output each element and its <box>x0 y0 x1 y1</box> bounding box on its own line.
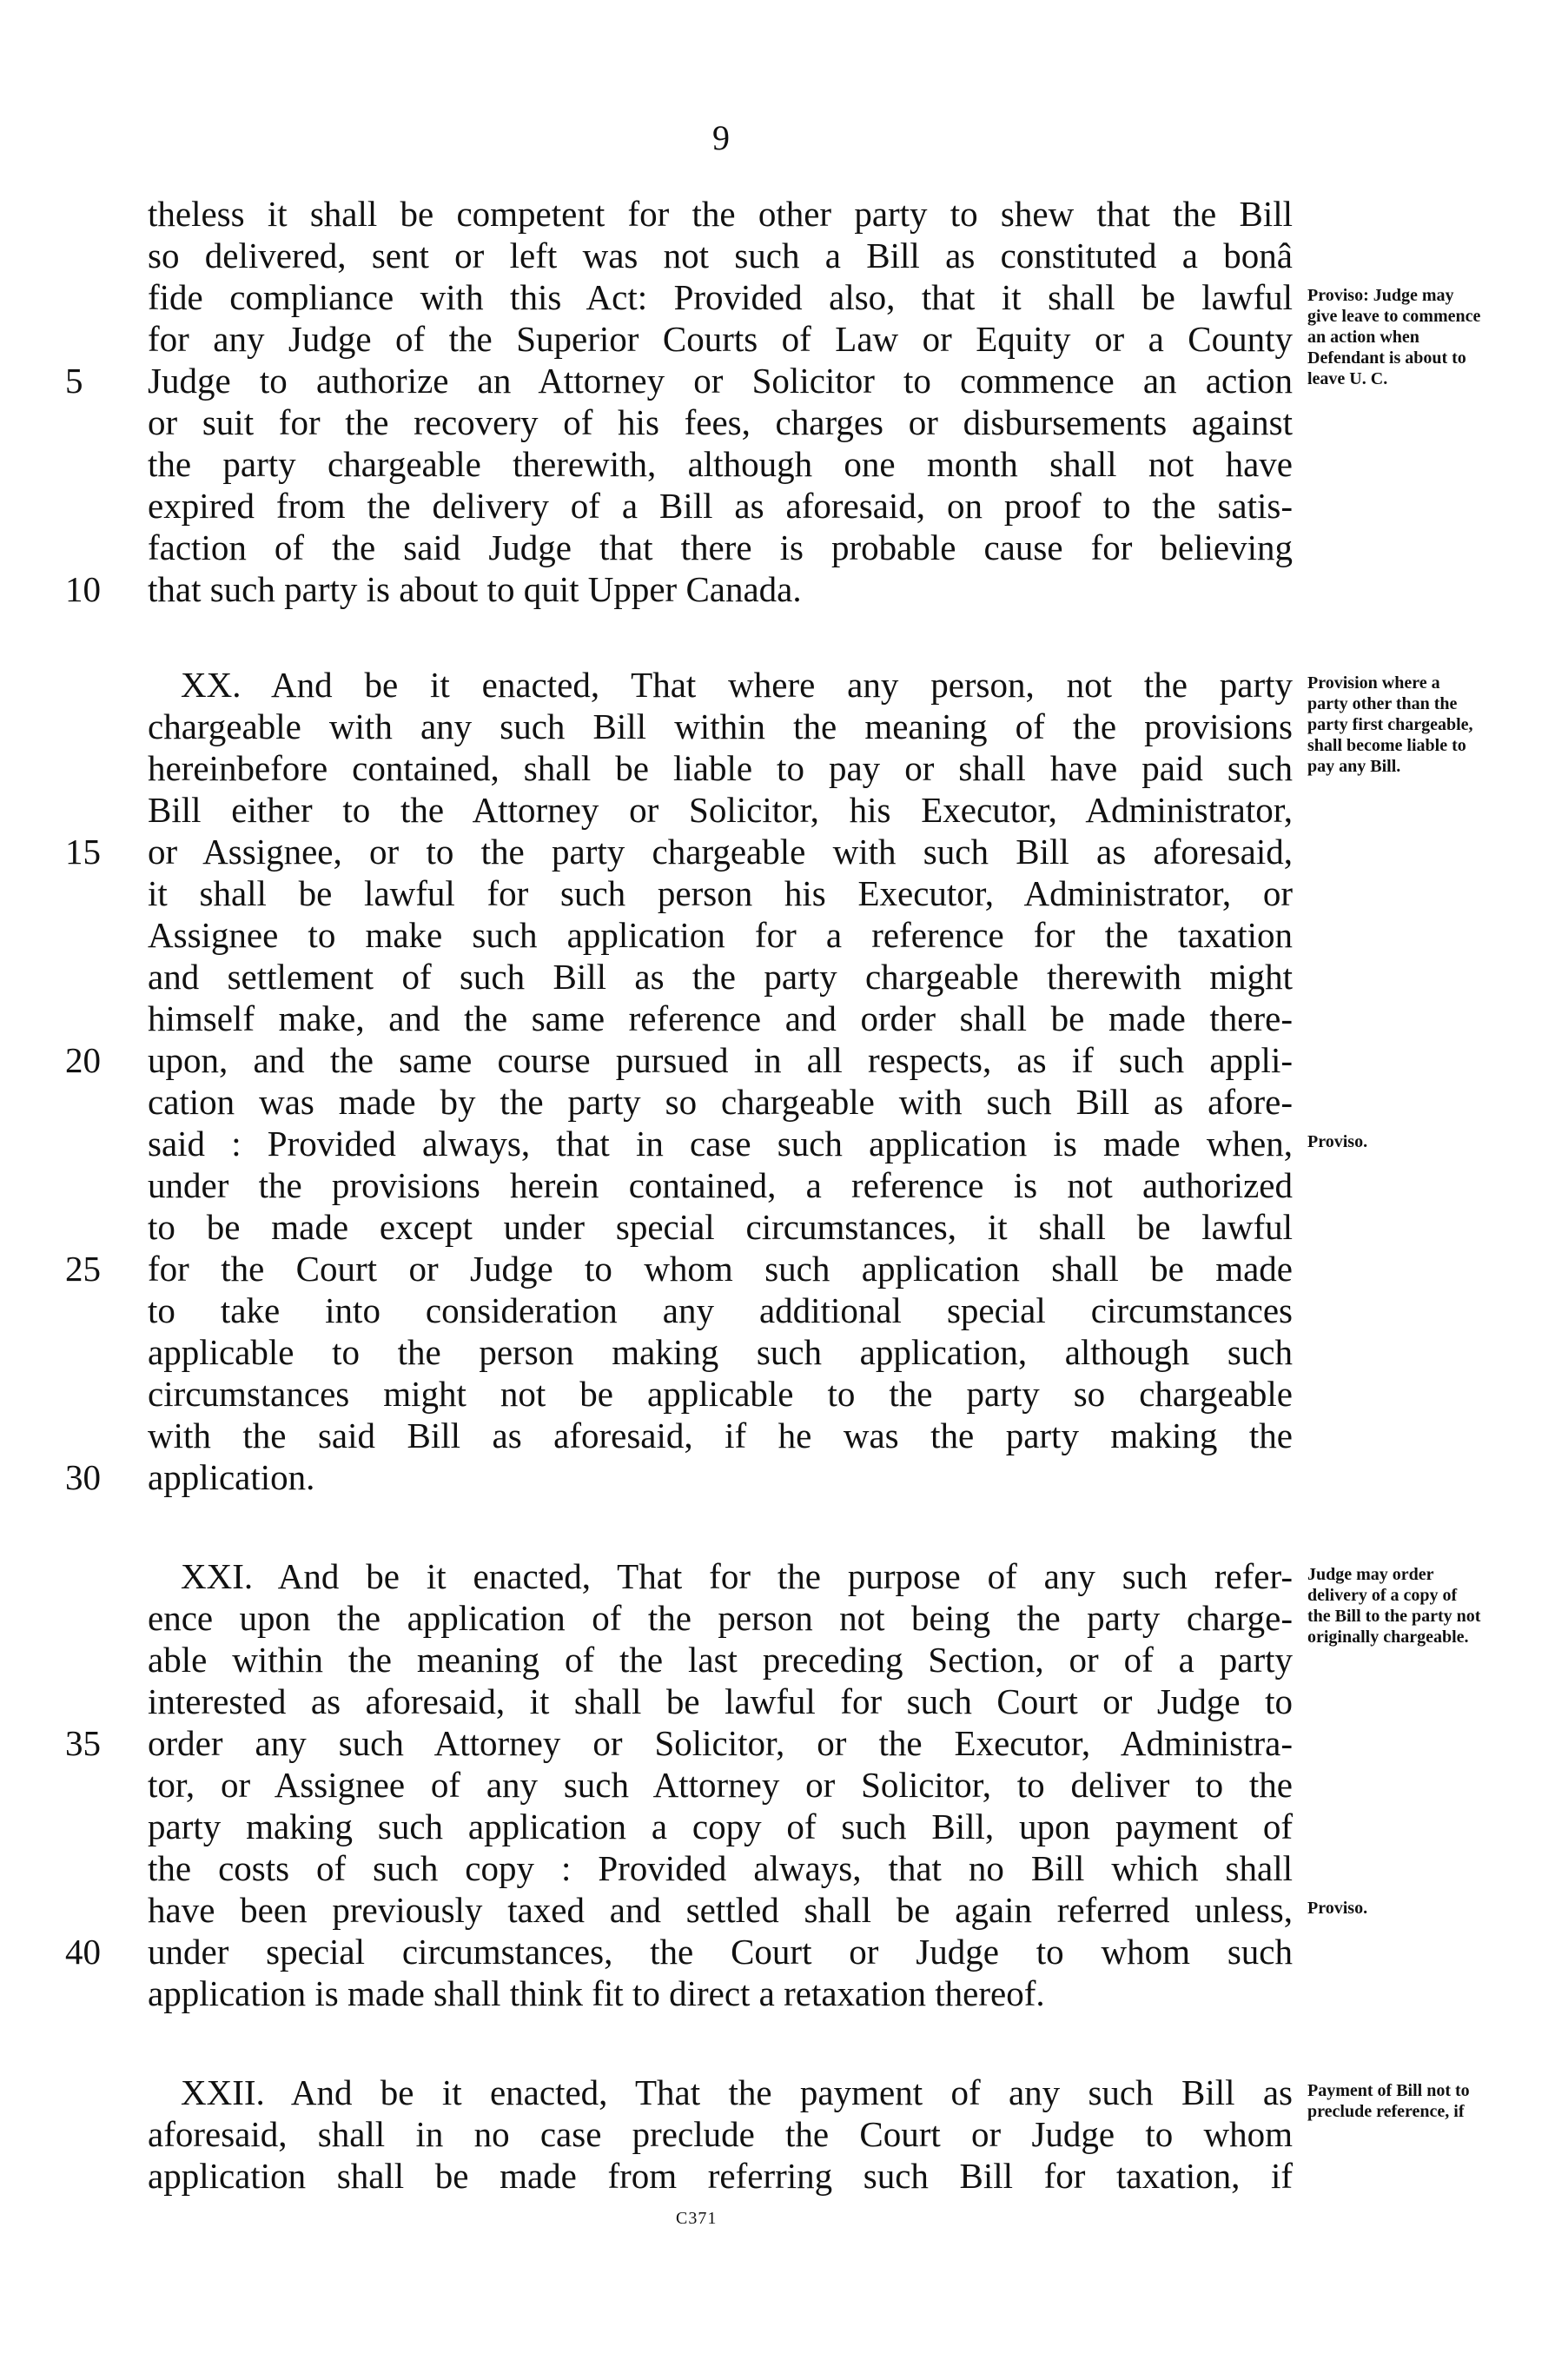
text-line: upon, and the same course pursued in all respects, as if such appli- <box>148 1040 1293 1080</box>
text-line: or suit for the recovery of his fees, charges or disbursements against <box>148 402 1293 442</box>
text-line: for the Court or Judge to whom such application shall be made <box>148 1249 1293 1289</box>
text-line: hereinbefore contained, shall be liable to pay or shall have paid such <box>148 748 1293 788</box>
text-line: or Assignee, or to the party chargeable with such Bill as aforesaid, <box>148 832 1293 872</box>
text-line: party making such application a copy of such Bill, upon payment of <box>148 1807 1293 1846</box>
line-number: 10 <box>65 569 101 609</box>
text-line: application. <box>148 1457 315 1497</box>
text-line: so delivered, sent or left was not such a Bill as constituted a bonâ <box>148 235 1293 275</box>
text-line: and settlement of such Bill as the party chargeable therewith might <box>148 957 1293 997</box>
line-number: 25 <box>65 1249 101 1289</box>
margin-note-proviso: Proviso. <box>1307 1132 1368 1151</box>
section-xx-heading-line: XX. And be it enacted, That where any person, not the party <box>181 665 1293 705</box>
margin-note-provision-other-party: Provision where a party other than the party first chargeable, shall become liable to pay any Bill. <box>1307 673 1473 776</box>
text-line: chargeable with any such Bill within the meaning of the provisions <box>148 706 1293 746</box>
text-line: application shall be made from referring such Bill for taxation, if <box>148 2156 1293 2196</box>
text-line: aforesaid, shall in no case preclude the Court or Judge to whom <box>148 2114 1293 2154</box>
text-line: order any such Attorney or Solicitor, or the Executor, Administra- <box>148 1723 1293 1763</box>
text-line: under special circumstances, the Court or Judge to whom such <box>148 1932 1293 1972</box>
text-line: said : Provided always, that in case such application is made when, <box>148 1124 1293 1163</box>
text-line: Judge to authorize an Attorney or Solicitor to commence an action <box>148 361 1293 401</box>
margin-note-payment-not-preclude: Payment of Bill not to preclude reference, if <box>1307 2081 1470 2121</box>
line-number: 15 <box>65 832 101 872</box>
text-line: able within the meaning of the last preceding Section, or of a party <box>148 1640 1293 1680</box>
line-number: 30 <box>65 1457 101 1497</box>
line-number: 40 <box>65 1932 101 1972</box>
text-line: with the said Bill as aforesaid, if he was the party making the <box>148 1415 1293 1455</box>
text-line: faction of the said Judge that there is probable cause for believing <box>148 527 1293 567</box>
text-line: it shall be lawful for such person his Executor, Administrator, or <box>148 873 1293 913</box>
text-line: to take into consideration any additional special circumstances <box>148 1290 1293 1330</box>
margin-note-judge-may-order-copy: Judge may order delivery of a copy of the Bill to the party not originally chargeable. <box>1307 1565 1481 1647</box>
text-line: Assignee to make such application for a reference for the taxation <box>148 915 1293 955</box>
text-line: fide compliance with this Act: Provided also, that it shall be lawful <box>148 277 1293 317</box>
text-line: applicable to the person making such application, although such <box>148 1332 1293 1372</box>
page-number: 9 <box>712 118 730 157</box>
text-line: application is made shall think fit to direct a retaxation thereof. <box>148 1973 1045 2013</box>
line-number: 35 <box>65 1723 101 1763</box>
section-xxi-heading-line: XXI. And be it enacted, That for the purpose of any such refer- <box>181 1556 1293 1596</box>
text-line: himself make, and the same reference and order shall be made there- <box>148 998 1293 1038</box>
text-line: expired from the delivery of a Bill as aforesaid, on proof to the satis- <box>148 486 1293 526</box>
section-xxii-heading-line: XXII. And be it enacted, That the payment of any such Bill as <box>181 2072 1293 2112</box>
text-line: theless it shall be competent for the other party to shew that the Bill <box>148 194 1293 234</box>
text-line: Bill either to the Attorney or Solicitor, his Executor, Administrator, <box>148 790 1293 830</box>
text-line: that such party is about to quit Upper Canada. <box>148 569 802 609</box>
text-line: the costs of such copy : Provided always, that no Bill which shall <box>148 1848 1293 1888</box>
line-number: 5 <box>65 361 83 401</box>
text-line: the party chargeable therewith, although one month shall not have <box>148 444 1293 484</box>
text-line: have been previously taxed and settled shall be again referred unless, <box>148 1890 1293 1930</box>
text-line: ence upon the application of the person not being the party charge- <box>148 1598 1293 1638</box>
text-line: cation was made by the party so chargeable with such Bill as afore- <box>148 1082 1293 1122</box>
text-line: tor, or Assignee of any such Attorney or Solicitor, to deliver to the <box>148 1765 1293 1805</box>
text-line: for any Judge of the Superior Courts of Law or Equity or a County <box>148 319 1293 359</box>
text-line: circumstances might not be applicable to the party so chargeable <box>148 1374 1293 1414</box>
text-line: interested as aforesaid, it shall be lawful for such Court or Judge to <box>148 1681 1293 1721</box>
line-number: 20 <box>65 1040 101 1080</box>
text-line: under the provisions herein contained, a reference is not authorized <box>148 1165 1293 1205</box>
text-line: to be made except under special circumstances, it shall be lawful <box>148 1207 1293 1247</box>
margin-note-proviso: Proviso. <box>1307 1899 1368 1918</box>
printer-signature-mark: C371 <box>676 2209 718 2228</box>
margin-note-judge-may-give-leave: Proviso: Judge may give leave to commence an action when Defendant is about to leave U. C. <box>1307 286 1481 388</box>
